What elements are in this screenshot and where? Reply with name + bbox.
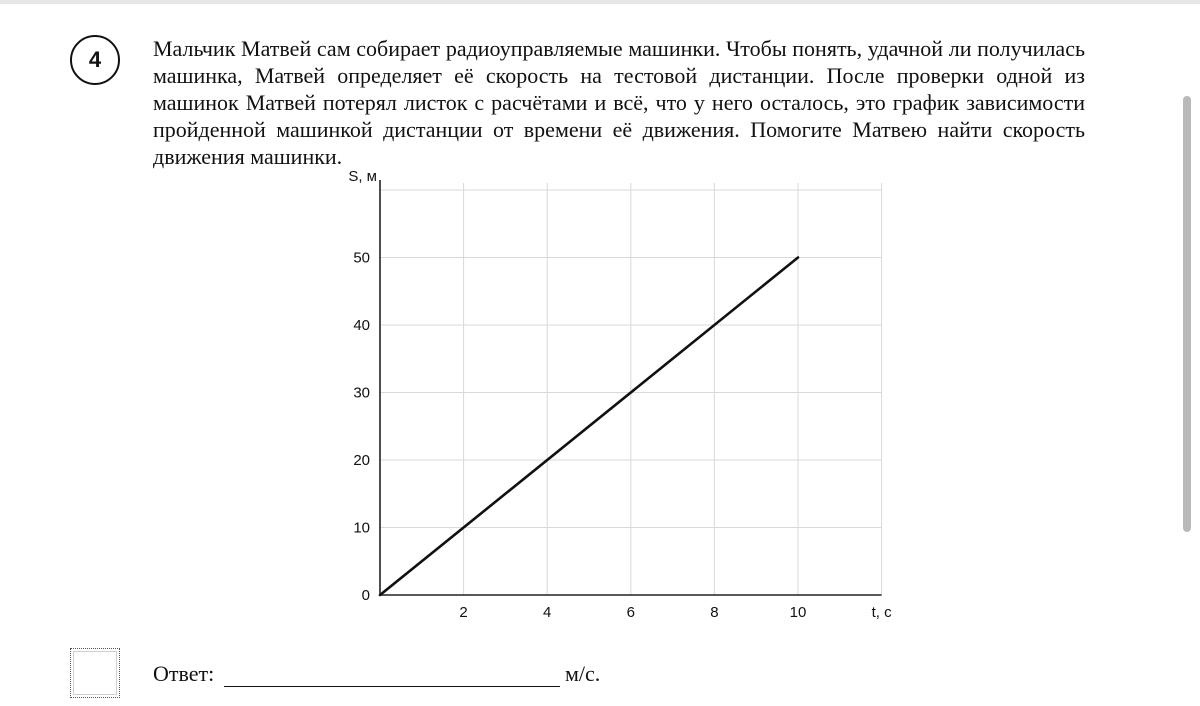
question-text: Мальчик Матвей сам собирает радиоуправляемые машинки. Чтобы понять, удачной ли получилась машинка, Матвей определяет её скорость на тестовой дистанции. После проверки одной из машинок Матвей потерял листок с расчётами и всё, что у него осталось, это график зависимости пройденной машинкой дистанции от времени её движения. Помогите Матвею найти скорость движения машинки. [153, 36, 1085, 169]
y-tick-label: 20 [353, 452, 370, 469]
answer-unit: м/с. [565, 661, 601, 686]
answer-box[interactable] [70, 648, 120, 698]
y-axis-label: S, м [348, 168, 377, 185]
y-tick-label: 10 [353, 519, 370, 537]
x-axis-label: t, c [871, 604, 892, 621]
answer-input-line[interactable] [224, 686, 560, 687]
x-tick-label: 6 [626, 604, 635, 621]
y-tick-label: 30 [353, 384, 370, 402]
x-tick-label: 8 [710, 604, 719, 621]
y-tick-label: 50 [353, 249, 370, 267]
x-tick-label: 4 [543, 604, 552, 621]
y-tick-label: 40 [353, 317, 370, 334]
question-number: 4 [88, 47, 102, 72]
origin-label: 0 [361, 587, 370, 604]
answer-label: Ответ: [153, 661, 215, 686]
scrollbar[interactable] [1183, 96, 1191, 532]
x-tick-label: 10 [789, 604, 807, 621]
series-line [380, 258, 798, 596]
x-tick-label: 2 [459, 604, 468, 621]
